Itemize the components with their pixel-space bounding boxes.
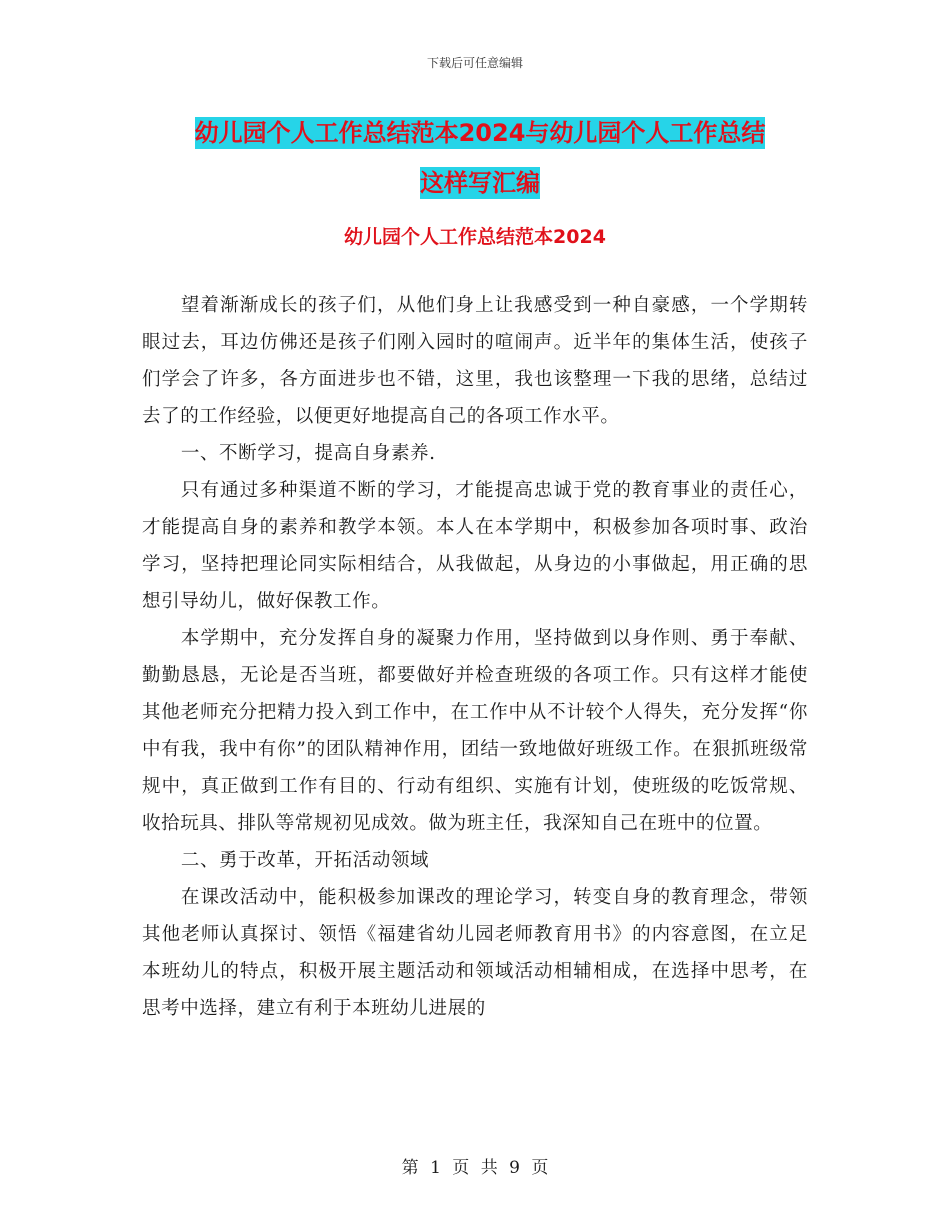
title-line-1: 幼儿园个人工作总结范本2024与幼儿园个人工作总结 [194,119,766,147]
paragraph-heading: 二、勇于改革，开拓活动领域 [180,850,430,871]
body-text [142,287,808,1027]
paragraph: 在课改活动中，能积极参加课改的理论学习，转变自身的教育理念，带领其他老师认真探讨、领悟《福建省幼儿园老师教育用书》的内容意图，在立足本班幼儿的特点，积极开展主题活动和领域活动相辅相成，在选择中思考，在思考中选择，建立有利于本班幼儿进展的 [142,887,808,1019]
paragraph: 望着渐渐成长的孩子们，从他们身上让我感受到一种自豪感，一个学期转眼过去，耳边仿佛还是孩子们刚入园时的喧闹声。近半年的集体生活，使孩子们学会了许多，各方面进步也不错，这里，我也该整理一下我的思绪，总结过去了的工作经验，以便更好地提高自己的各项工作水平。 [142,295,808,427]
paragraph: 只有通过多种渠道不断的学习，才能提高忠诚于党的教育事业的责任心，才能提高自身的素养和教学本领。本人在本学期中，积极参加各项时事、政治学习，坚持把理论同实际相结合，从我做起，从身边的小事做起，用正确的思想引导幼儿，做好保教工作。 [142,480,808,612]
section-title: 幼儿园个人工作总结范本2024 [344,226,606,248]
header-note: 下载后可任意编辑 [426,56,523,70]
title-line-2: 这样写汇编 [420,169,540,197]
paragraph: 本学期中，充分发挥自身的凝聚力作用，坚持做到以身作则、勇于奉献、勤勤恳恳，无论是否当班，都要做好并检查班级的各项工作。只有这样才能使其他老师充分把精力投入到工作中，在工作中从不计较个人得失，充分发挥“你中有我，我中有你”的团队精神作用，团结一致地做好班级工作。在狠抓班级常规中，真正做到工作有目的、行动有组织、实施有计划，使班级的吃饭常规、收拾玩具、排队等常规初见成效。做为班主任，我深知自己在班中的位置。 [142,628,808,834]
paragraph-heading: 一、不断学习，提高自身素养. [180,443,436,464]
page-footer: 第 1 页 共 9 页 [401,1158,549,1178]
document-title [140,108,820,208]
